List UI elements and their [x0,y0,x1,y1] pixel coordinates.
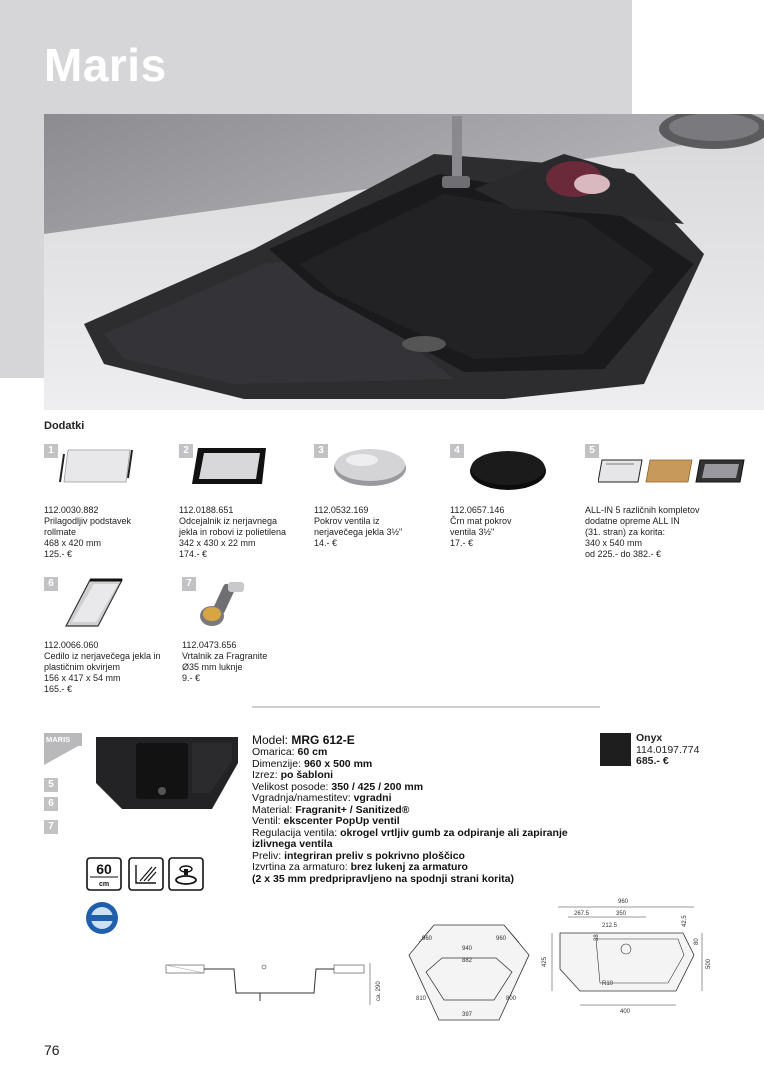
color-swatch [600,733,631,766]
accessory-number: 6 [44,577,58,591]
color-info [636,733,699,768]
section-divider [252,706,600,708]
accessory-price: 165.- € [44,684,73,694]
dim-label: 80 [694,938,700,945]
accessory-ref-number: 7 [44,820,58,834]
accessory-code: 112.0473.656 [182,640,237,650]
drainer-tray-image [190,444,270,488]
accessory-number: 4 [450,444,464,458]
dim-label: 882 [462,958,473,964]
accessory-details [44,505,131,560]
spec-row: izlivnega ventila [252,838,333,850]
product-specs [252,733,612,885]
dim-label: 500 [706,958,712,969]
dim-label: 212.5 [602,923,618,929]
inset-mount-icon [128,857,164,891]
drill-bit-image [192,580,252,630]
dim-label: 800 [506,996,517,1002]
dim-label: 960 [496,936,507,942]
accessory-line: Vrtalnik za Fragranite [182,651,268,661]
spec-row: Omarica: 60 cm [252,746,328,758]
accessory-line: (31. stran) za korita: [585,527,666,537]
spec-row: Preliv: integriran preliv s pokrivno ploščico [252,849,465,862]
dim-label: R10 [602,981,614,987]
accessory-details [179,505,286,560]
accessory-line: 342 x 430 x 22 mm [179,538,256,548]
accessory-price: 14.- € [314,538,338,548]
sink-product-image [92,733,242,813]
accessory-number: 7 [182,577,196,591]
accessory-line: ventila 3½" [450,527,495,537]
accessory-line: Prilagodljiv podstavek [44,516,132,526]
cabinet-size-icon [86,857,122,891]
dim-label: 350 [616,911,627,917]
accessory-code: 112.0657.146 [450,505,505,515]
strainer-basket-image [60,578,130,628]
accessory-line: 340 x 540 mm [585,538,643,548]
accessories-heading: Dodatki [44,420,85,432]
accessory-price: 174.- € [179,549,208,559]
steel-valve-cover-image [330,446,410,488]
hero-sink-photo [44,114,764,410]
accessory-line: dodatne opreme ALL IN [585,516,680,526]
spec-row: (2 x 35 mm predpripravljeno na spodnji strani korita) [252,872,514,885]
accessory-line: jekla in robovi iz polietilena [179,527,287,537]
accessory-code: 112.0030.882 [44,505,99,515]
accessory-number: 3 [314,444,328,458]
spec-row: Vgradnja/namestitev: vgradni [252,792,392,804]
accessory-code: 112.0532.169 [314,505,369,515]
spec-row: Material: Fragranit+ / Sanitized® [252,803,410,816]
all-in-set-image [598,456,748,486]
accessory-line: rollmate [44,527,77,537]
accessory-details [585,505,700,560]
dim-label: 960 [422,936,433,942]
dim-label: 425 [542,956,548,967]
accessory-details [44,640,161,695]
color-code: 114.0197.774 [636,743,700,756]
accessory-line: nerjavečega jekla 3½" [314,527,403,537]
dim-label: 397 [462,1012,473,1018]
accessory-details [314,505,402,549]
rollmate-image [58,446,138,486]
accessory-line: Pokrov ventila iz [314,516,380,526]
accessory-details [450,505,512,549]
color-price: 685.- € [636,755,669,767]
accessory-line: Odcejalnik iz nerjavnega [179,516,278,526]
accessory-code: 112.0188.651 [179,505,234,515]
plan-view-drawing [538,895,714,1020]
valve-icon [168,857,204,891]
accessory-details [182,640,267,684]
spec-row: Izrez: po šabloni [252,769,334,781]
accessory-price: 125.- € [44,549,73,559]
cabinet-size-value: 60 [96,861,112,877]
accessory-line: Črn mat pokrov [450,516,512,526]
spec-row: Dimenzije: 960 x 500 mm [252,757,373,770]
accessory-line: ALL-IN 5 različnih kompletov [585,505,700,515]
accessory-price: 9.- € [182,673,201,683]
accessory-code: 112.0066.060 [44,640,99,650]
sanitized-logo-icon [84,900,120,936]
cabinet-size-unit: cm [98,881,110,888]
spec-model: Model: MRG 612-E [252,733,355,747]
dim-label: 38 [594,934,600,941]
dim-label: 810 [416,996,427,1002]
corner-top-drawing [404,920,534,1025]
accessory-ref-number: 5 [44,778,58,792]
dim-label: 960 [618,899,629,905]
accessory-number: 2 [179,444,193,458]
accessory-line: Ø35 mm luknje [182,662,243,672]
spec-row: Velikost posode: 350 / 425 / 200 mm [252,780,424,793]
page-number: 76 [44,1042,60,1058]
series-tag-triangle [44,745,80,765]
side-section-drawing [164,955,394,1010]
side-height-label: ca. 290 [376,981,382,1001]
spec-row: Regulacija ventila: okrogel vrtljiv gumb za odpiranje ali zapiranje [252,826,568,839]
accessory-line: Cedilo iz nerjavečega jekla in [44,651,161,661]
page-title: Maris [44,39,167,91]
series-tag: MARIS [44,733,82,746]
spec-row: Ventil: ekscenter PopUp ventil [252,815,400,827]
accessory-number: 1 [44,444,58,458]
accessory-number: 5 [585,444,599,458]
accessory-ref-number: 6 [44,797,58,811]
accessory-line: plastičnim okvirjem [44,662,121,672]
accessory-price: 17.- € [450,538,474,548]
black-valve-cover-image [466,446,550,492]
dim-label: 42.5 [682,915,688,927]
dim-label: 940 [462,946,473,952]
color-name: Onyx [636,732,663,744]
spec-row: Izvrtina za armaturo: brez lukenj za armaturo [252,861,468,873]
accessory-line: 468 x 420 mm [44,538,102,548]
accessory-line: 156 x 417 x 54 mm [44,673,121,683]
accessory-price: od 225.- do 382.- € [585,549,662,559]
dim-label: 400 [620,1009,631,1015]
dim-label: 267.5 [574,911,590,917]
